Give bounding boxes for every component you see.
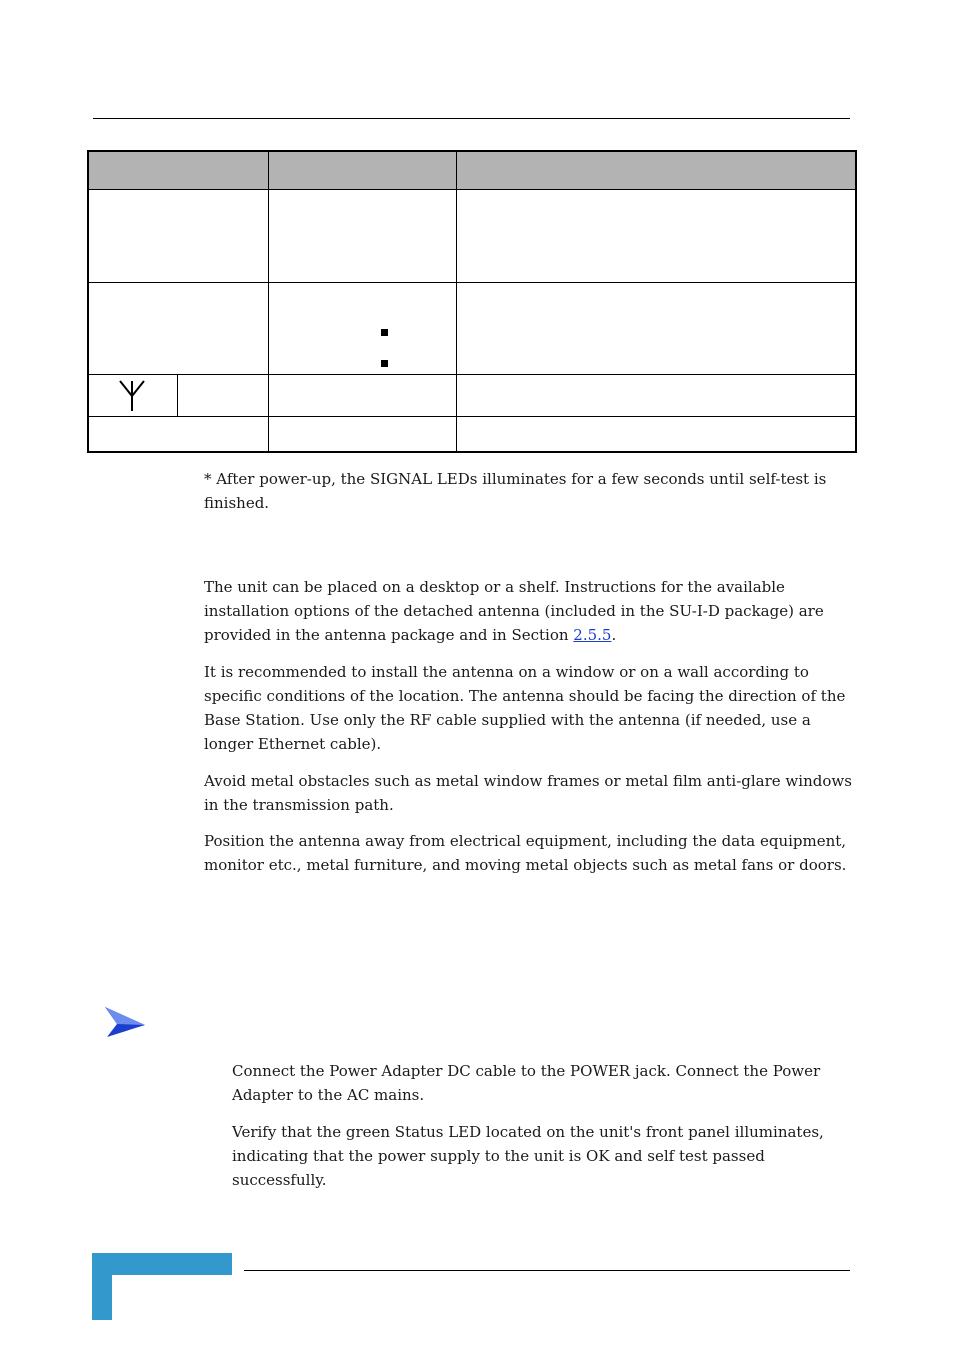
step-1: Connect the Power Adapter DC cable to the POWER jack. Connect the Power Adapter to the AC mains.: [232, 1062, 821, 1104]
paragraph-antenna-install: It is recommended to install the antenna on a window or on a wall according to specific conditions of the location. The antenna should be facing the direction of the Base Station. Use only the RF cable supplied with the antenna (if needed, use a longer Ethernet cable).: [204, 663, 846, 753]
header-cell-status: [269, 151, 457, 190]
table-row: [88, 375, 856, 417]
step-2: Verify that the green Status LED located on the unit's front panel illuminates, indicating that the power supply to the unit is OK and self test passed successfully.: [232, 1123, 824, 1189]
table-row: [88, 417, 856, 452]
header-cell-description: [456, 151, 856, 190]
arrow-pointer-icon: [103, 1005, 147, 1039]
table-header-row: [88, 151, 856, 190]
led-table: [87, 150, 857, 453]
section-link[interactable]: 2.5.5: [573, 626, 612, 644]
table-footnote: * After power-up, the SIGNAL LEDs illuminates for a few seconds until self-test is finished.: [204, 470, 827, 512]
footer-accent-tab: [92, 1253, 232, 1275]
paragraph-electrical-equipment: Position the antenna away from electrical equipment, including the data equipment, monitor etc., metal furniture, and moving metal objects such as metal fans or doors.: [204, 832, 847, 874]
header-cell-name: [88, 151, 269, 190]
top-rule: [93, 118, 850, 119]
table-row: [88, 190, 856, 283]
footer-rule: [244, 1270, 850, 1271]
paragraph-metal-obstacles: Avoid metal obstacles such as metal window frames or metal film anti-glare windows in the transmission path.: [204, 772, 852, 814]
bullet-square-icon: [381, 329, 388, 336]
bullet-square-icon: [381, 360, 388, 367]
bullet-cell: [456, 283, 856, 375]
paragraph-placement: The unit can be placed on a desktop or a shelf. Instructions for the available installation options of the detached antenna (included in the SU-I-D package) are provided in the antenna package and in Section 2.5.5.: [204, 578, 824, 644]
antenna-icon: [118, 378, 146, 414]
table-row: [88, 283, 856, 375]
